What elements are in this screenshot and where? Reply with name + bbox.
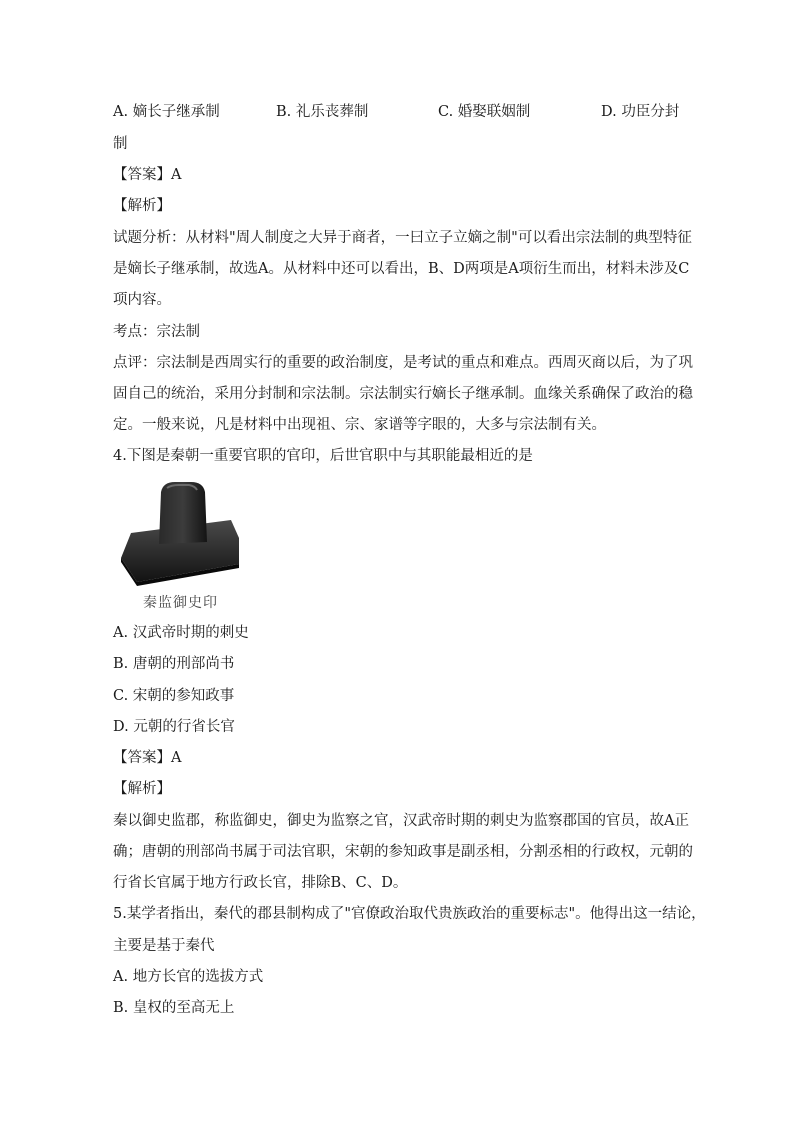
seal-caption: 秦监御史印 [143, 595, 218, 611]
q3-analysis-label: 【解析】 [113, 198, 171, 214]
q3-analysis-line-3: 项内容。 [113, 292, 171, 308]
q4-answer: 【答案】A [113, 750, 182, 766]
q5-stem-line-2: 主要是基于秦代 [113, 938, 215, 954]
q4-analysis-label: 【解析】 [113, 781, 171, 797]
q5-option-b: B. 皇权的至高无上 [113, 1000, 235, 1016]
q3-option-c: C. 婚娶联姻制 [438, 104, 531, 120]
q3-option-a: A. 嫡长子继承制 [113, 104, 220, 120]
seal-illustration [113, 478, 248, 590]
q3-option-b: B. 礼乐丧葬制 [276, 104, 369, 120]
q4-option-c: C. 宋朝的参知政事 [113, 688, 235, 704]
q3-answer: 【答案】A [113, 167, 182, 183]
q3-analysis-line-2: 是嫡长子继承制，故选A。从材料中还可以看出，B、D两项是A项衍生而出，材料未涉及C [113, 261, 690, 277]
q5-option-a: A. 地方长官的选拔方式 [113, 969, 264, 985]
q3-dianping-line-3: 定。一般来说，凡是材料中出现祖、宗、家谱等字眼的，大多与宗法制有关。 [113, 417, 606, 433]
q3-kaodian: 考点：宗法制 [113, 324, 200, 340]
q3-dianping-line-2: 固自己的统治，采用分封制和宗法制。宗法制实行嫡长子继承制。血缘关系确保了政治的稳 [113, 386, 693, 402]
q3-option-d: D. 功臣分封 [601, 104, 680, 120]
q4-analysis-line-1: 秦以御史监郡，称监御史，御史为监察之官，汉武帝时期的刺史为监察郡国的官员，故A正 [113, 813, 689, 829]
q3-option-d-wrap: 制 [113, 136, 128, 152]
q5-stem-line-1: 5.某学者指出，秦代的郡县制构成了"官僚政治取代贵族政治的重要标志"。他得出这一结论， [113, 906, 706, 922]
q4-analysis-line-2: 确；唐朝的刑部尚书属于司法官职，宋朝的参知政事是副丞相，分割丞相的行政权，元朝的 [113, 844, 693, 860]
q4-option-d: D. 元朝的行省长官 [113, 719, 235, 735]
seal-image [113, 478, 248, 613]
q4-analysis-line-3: 行省长官属于地方行政长官，排除B、C、D。 [113, 875, 408, 891]
q4-option-b: B. 唐朝的刑部尚书 [113, 656, 235, 672]
q3-analysis-line-1: 试题分析：从材料"周人制度之大异于商者，一曰立子立嫡之制"可以看出宗法制的典型特征 [113, 230, 692, 246]
q3-dianping-line-1: 点评：宗法制是西周实行的重要的政治制度，是考试的重点和难点。西周灭商以后，为了巩 [113, 355, 693, 371]
q4-stem: 4.下图是秦朝一重要官职的官印，后世官职中与其职能最相近的是 [113, 448, 533, 464]
q4-option-a: A. 汉武帝时期的刺史 [113, 625, 249, 641]
